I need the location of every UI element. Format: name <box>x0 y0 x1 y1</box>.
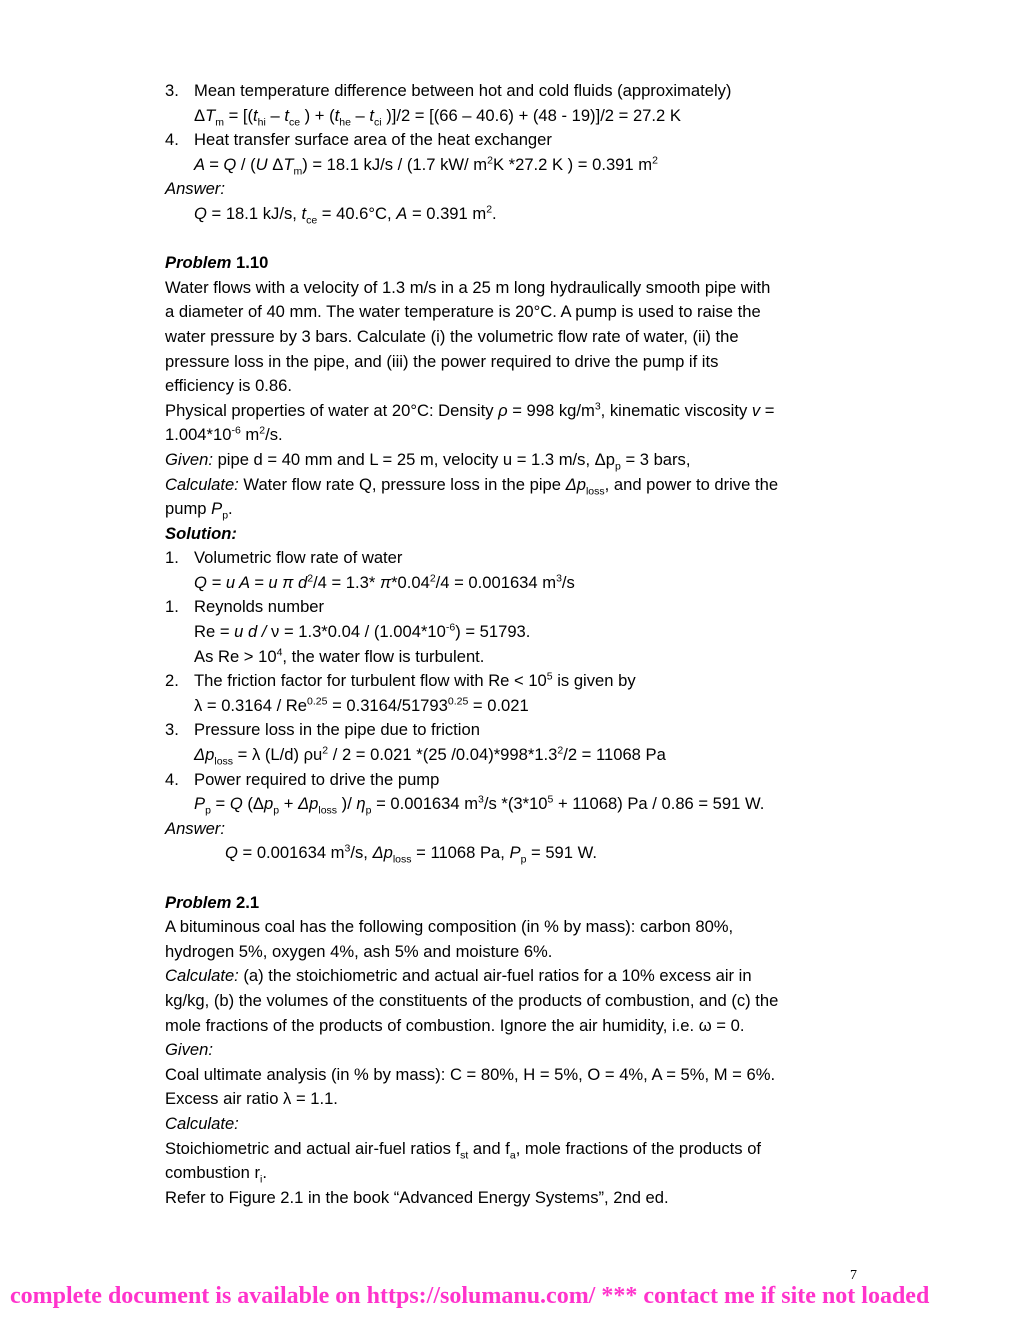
text-line: A bituminous coal has the following composition (in % by mass): carbon 80%, <box>165 917 734 937</box>
indented-line: Q = u A = u π $d^2/4 = 1.3*$ $\pi*0.04^2/4 = 0.001634$ $m^3/s$ <box>194 572 575 592</box>
item-number: 4. <box>165 769 179 789</box>
item-number: 3. <box>165 81 179 100</box>
text-line: kg/kg, (b) the volumes of the constituents of the products of combustion, and (c) the <box>165 990 779 1010</box>
numbered-item <box>165 718 865 743</box>
indented-line: $P_p = Q$ ($\Delta p_p + \Delta p_{loss}$ )/ $\eta_p = 0.001634$ $m^3/s$ $*(3*10^5 + 11068)$ Pa / 0.86 = 591 W. <box>194 793 765 817</box>
item-number: 2. <box>165 671 179 691</box>
text-line: combustion $r_i$. <box>165 1163 267 1186</box>
text-line: Physical properties of water at 20°C: Density ρ = 998 $kg/m^3$, kinematic viscosity v = <box>165 400 775 420</box>
text-line: Stoichiometric and actual air-fuel ratios $f_{st}$ and $f_a$, mole fractions of the products of <box>165 1138 762 1161</box>
text-line: Water flows with a velocity of 1.3 m/s in a 25 m long hydraulically smooth pipe with <box>165 277 771 297</box>
document-body <box>165 79 865 1210</box>
indented-line: A = Q / (U $\Delta T_m) = 18.1$ kJ/s / (1.7 kW/ $m^2K$ *27.2 K ) = 0.391 $m^2$ <box>194 154 658 178</box>
indented-line: Q = 18.1 kJ/s, $t_{ce} = 40.6^\circ C$, A = 0.391 $m^2$. <box>194 203 497 227</box>
text-line: pressure loss in the pipe, and (iii) the power required to drive the pump if its <box>165 351 719 371</box>
text-line: Refer to Figure 2.1 in the book “Advanced Energy Systems”, 2nd ed. <box>165 1187 669 1207</box>
numbered-item <box>165 128 865 153</box>
text-line: a diameter of 40 mm. The water temperature is 20°C. A pump is used to raise the <box>165 302 761 322</box>
text-line: Calculate: <box>165 1113 239 1133</box>
indented-line: Q = 0.001634 $m^3/s$, $\Delta p_{loss} = 11068$ Pa, $P_p = 591$ W. <box>225 842 597 866</box>
text-line: Excess air ratio λ = 1.1. <box>165 1089 338 1109</box>
numbered-item <box>165 669 865 694</box>
blank-line <box>165 866 865 891</box>
text-line: Coal ultimate analysis (in % by mass): C = 80%, H = 5%, O = 4%, A = 5%, M = 6%. <box>165 1064 776 1084</box>
text-line: Answer: <box>165 179 225 199</box>
text-line: Answer: <box>165 818 225 838</box>
text-line: Calculate: (a) the stoichiometric and actual air-fuel ratios for a 10% excess air in <box>165 966 752 986</box>
item-number: 1. <box>165 597 179 617</box>
text-line: hydrogen 5%, oxygen 4%, ash 5% and moisture 6%. <box>165 941 553 961</box>
blank-line <box>165 227 865 252</box>
text-line: mole fractions of the products of combustion. Ignore the air humidity, i.e. ω = 0. <box>165 1015 745 1035</box>
item-number: 4. <box>165 130 179 150</box>
item-text: The friction factor for turbulent flow with $Re < 10^5$ is given by <box>194 670 636 691</box>
indented-line: $\Delta p_{loss} = \lambda$ (L/d) $\rho u^2 / 2 = 0.021$ *(25 $/0.04)*998*1.3^2/2 = 11068$ Pa <box>194 744 666 768</box>
numbered-item <box>165 595 865 620</box>
indented-line: $\lambda = 0.3164 / Re^{0.25} = 0.3164/51793^{0.25} = 0.021$ <box>194 695 529 715</box>
item-text: Pressure loss in the pipe due to friction <box>194 720 480 740</box>
promo-banner: complete document is available on https://solumanu.com/ *** contact me if site not loaded <box>10 1283 930 1309</box>
numbered-item <box>165 79 865 104</box>
text-line: efficiency is 0.86. <box>165 376 292 396</box>
numbered-item <box>165 768 865 793</box>
item-text: Heat transfer surface area of the heat exchanger <box>194 130 552 150</box>
text-line: Solution: <box>165 523 237 543</box>
text-line: Problem 2.1 <box>165 892 260 912</box>
item-number: 3. <box>165 720 179 740</box>
text-line: water pressure by 3 bars. Calculate (i) the volumetric flow rate of water, (ii) the <box>165 326 739 346</box>
item-text: Power required to drive the pump <box>194 769 440 789</box>
text-line: Given: <box>165 1040 213 1060</box>
item-text: Mean temperature difference between hot and cold fluids (approximately) <box>194 81 732 100</box>
indented-line: Re = u $d / \nu = 1.3*0.04 / (1.004*10^{-6}) = 51793$. <box>194 621 531 642</box>
text-line: pump $P_p$. <box>165 499 233 522</box>
numbered-item <box>165 546 865 571</box>
item-text: Volumetric flow rate of water <box>194 548 403 568</box>
text-line: Calculate: Water flow rate Q, pressure loss in the pipe $\Delta p_{loss}$, and power to drive the <box>165 474 779 497</box>
indented-line: $\Delta T_m = [(t_{hi} - t_{ce}$ ) + ($t_{he} - t_{ci}$ )]/2 = [(66 – 40.6) + (48 - 19)]/2 = 27.2 K <box>194 105 681 128</box>
indented-line: As $Re > 10^4$, the water flow is turbulent. <box>194 646 485 666</box>
page-number: 7 <box>850 1268 857 1283</box>
text-line: Given: pipe d = 40 mm and L = 25 m, velocity u = 1.3 m/s, $\Delta p_p = 3$ bars, <box>165 449 691 473</box>
item-text: Reynolds number <box>194 597 325 617</box>
item-number: 1. <box>165 548 179 568</box>
text-line: $1.004*10^{-6}$ $m^2/s$. <box>165 424 283 445</box>
text-line: Problem 1.10 <box>165 253 269 273</box>
